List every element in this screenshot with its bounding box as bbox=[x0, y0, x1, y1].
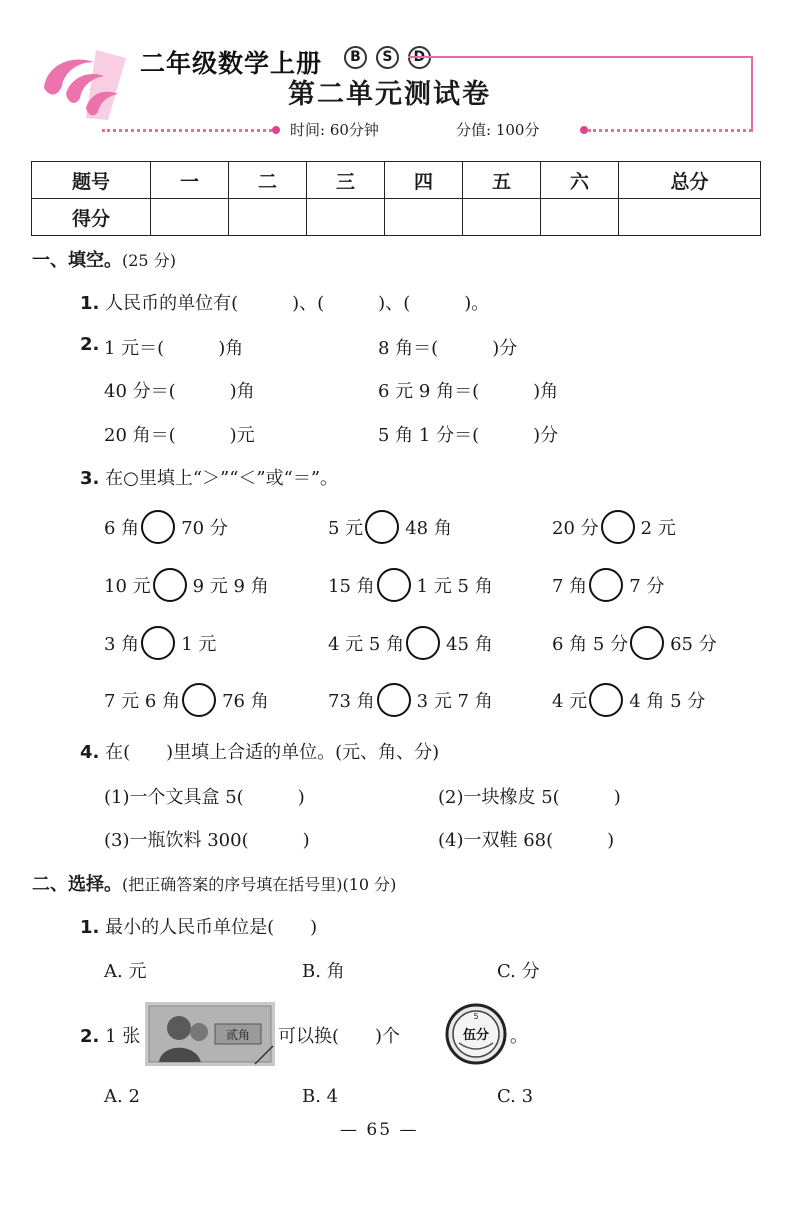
comparison-right: 1 元 bbox=[181, 634, 217, 655]
score-cell[interactable] bbox=[385, 199, 463, 236]
compare-circle[interactable] bbox=[630, 626, 664, 660]
question-number: 1. bbox=[80, 917, 100, 938]
comparison-right: 65 分 bbox=[670, 634, 717, 655]
dotted-rule bbox=[588, 129, 752, 132]
compare-circle[interactable] bbox=[365, 510, 399, 544]
question-text: 1 张 bbox=[105, 1026, 141, 1047]
question-1 bbox=[80, 289, 489, 315]
comparison-item bbox=[552, 683, 705, 717]
comparison-right: 4 角 5 分 bbox=[629, 691, 706, 712]
comparison-right: 3 元 7 角 bbox=[416, 691, 493, 712]
unit-title: 第二单元测试卷 bbox=[288, 79, 491, 110]
compare-circle[interactable] bbox=[589, 683, 623, 717]
compare-circle[interactable] bbox=[141, 510, 175, 544]
section-title: 一、填空。 bbox=[32, 250, 122, 271]
conversion-item: 5 角 1 分＝( )分 bbox=[378, 425, 559, 446]
book-title: 二年级数学上册 bbox=[140, 49, 323, 78]
comparison-left: 20 分 bbox=[552, 518, 599, 539]
section-instruction: (把正确答案的序号填在括号里)(10 分) bbox=[122, 875, 397, 894]
comparison-left: 7 角 bbox=[552, 576, 588, 597]
column-header: 总分 bbox=[619, 162, 761, 199]
comparison-left: 7 元 6 角 bbox=[104, 691, 181, 712]
score-cell[interactable] bbox=[229, 199, 307, 236]
comparison-item bbox=[328, 626, 493, 660]
section-heading bbox=[32, 870, 396, 896]
question-1 bbox=[80, 913, 317, 939]
question-text: 在( )里填上合适的单位。(元、角、分) bbox=[105, 742, 440, 763]
score-cell[interactable] bbox=[307, 199, 385, 236]
comparison-left: 6 角 5 分 bbox=[552, 634, 629, 655]
question-number: 4. bbox=[80, 742, 100, 763]
compare-circle[interactable] bbox=[141, 626, 175, 660]
question-number: 1. bbox=[80, 293, 100, 314]
table-row bbox=[32, 162, 761, 199]
bullet-dot bbox=[580, 126, 588, 134]
banknote-image bbox=[145, 1002, 275, 1066]
header-rule bbox=[751, 56, 753, 132]
unit-item: (4)一双鞋 68( ) bbox=[438, 830, 615, 851]
coin-image bbox=[445, 1003, 507, 1065]
table-row bbox=[32, 199, 761, 236]
unit-item: (3)一瓶饮料 300( ) bbox=[104, 830, 310, 851]
conversion-item: 6 元 9 角＝( )角 bbox=[378, 381, 559, 402]
comparison-right: 70 分 bbox=[181, 518, 228, 539]
comparison-right: 7 分 bbox=[629, 576, 665, 597]
score-table bbox=[31, 161, 761, 236]
bullet-dot bbox=[272, 126, 280, 134]
conversion-item: 20 角＝( )元 bbox=[104, 425, 255, 446]
comparison-right: 2 元 bbox=[640, 518, 676, 539]
comparison-left: 15 角 bbox=[328, 576, 375, 597]
comparison-item bbox=[328, 568, 493, 602]
compare-circle[interactable] bbox=[377, 683, 411, 717]
question-number: 3. bbox=[80, 468, 100, 489]
comparison-left: 3 角 bbox=[104, 634, 140, 655]
question-text-end: 。 bbox=[510, 1026, 528, 1047]
column-header: 四 bbox=[385, 162, 463, 199]
comparison-item bbox=[552, 626, 717, 660]
question-2 bbox=[80, 1022, 140, 1048]
comparison-left: 73 角 bbox=[328, 691, 375, 712]
comparison-item bbox=[104, 626, 216, 660]
comparison-right: 9 元 9 角 bbox=[192, 576, 269, 597]
comparison-right: 76 角 bbox=[222, 691, 269, 712]
option-a[interactable]: A. 元 bbox=[104, 961, 147, 982]
score-cell[interactable] bbox=[541, 199, 619, 236]
compare-circle[interactable] bbox=[182, 683, 216, 717]
question-text-middle: 可以换( )个 bbox=[278, 1026, 401, 1047]
comparison-left: 10 元 bbox=[104, 576, 151, 597]
option-b[interactable]: B. 4 bbox=[302, 1086, 339, 1107]
unit-item: (2)一块橡皮 5( ) bbox=[438, 787, 621, 808]
option-c[interactable]: C. 3 bbox=[497, 1086, 534, 1107]
question-text: 在○里填上“＞”“＜”或“＝”。 bbox=[105, 468, 339, 489]
dotted-rule bbox=[102, 129, 278, 132]
column-header: 三 bbox=[307, 162, 385, 199]
compare-circle[interactable] bbox=[601, 510, 635, 544]
compare-circle[interactable] bbox=[153, 568, 187, 602]
compare-circle[interactable] bbox=[589, 568, 623, 602]
publisher-logo bbox=[36, 48, 132, 126]
edition-letter: S bbox=[376, 46, 399, 69]
question-number-label: 2. bbox=[80, 334, 100, 355]
conversion-item: 1 元＝( )角 bbox=[104, 338, 244, 359]
score-cell[interactable] bbox=[463, 199, 541, 236]
question-text: 人民币的单位有( )、( )、( )。 bbox=[105, 293, 490, 314]
option-a[interactable]: A. 2 bbox=[104, 1086, 140, 1107]
header-rule bbox=[408, 56, 753, 58]
section-title: 二、选择。 bbox=[32, 874, 122, 895]
question-3 bbox=[80, 464, 338, 490]
compare-circle[interactable] bbox=[406, 626, 440, 660]
page-number: — 65 — bbox=[340, 1120, 419, 1140]
section-points: (25 分) bbox=[122, 251, 176, 270]
score-cell[interactable] bbox=[151, 199, 229, 236]
option-c[interactable]: C. 分 bbox=[497, 961, 540, 982]
coin-label: 伍分 bbox=[462, 1028, 490, 1043]
question-number bbox=[80, 334, 99, 355]
comparison-left: 6 角 bbox=[104, 518, 140, 539]
row-label: 得分 bbox=[32, 199, 151, 236]
comparison-left: 4 元 5 角 bbox=[328, 634, 405, 655]
comparison-left: 5 元 bbox=[328, 518, 364, 539]
column-header: 六 bbox=[541, 162, 619, 199]
edition-letter: B bbox=[344, 46, 367, 69]
comparison-item bbox=[552, 568, 664, 602]
comparison-item bbox=[328, 510, 452, 544]
conversion-item: 8 角＝( )分 bbox=[378, 338, 518, 359]
question-number: 2. bbox=[80, 1026, 100, 1047]
row-label: 题号 bbox=[32, 162, 151, 199]
column-header: 一 bbox=[151, 162, 229, 199]
comparison-item bbox=[104, 568, 269, 602]
conversion-item: 40 分＝( )角 bbox=[104, 381, 255, 402]
compare-circle[interactable] bbox=[377, 568, 411, 602]
banknote-label: 贰角 bbox=[225, 1028, 251, 1042]
svg-text:5: 5 bbox=[473, 1012, 479, 1021]
comparison-item bbox=[104, 683, 269, 717]
unit-item: (1)一个文具盒 5( ) bbox=[104, 787, 305, 808]
question-text: 最小的人民币单位是( ) bbox=[105, 917, 318, 938]
comparison-right: 48 角 bbox=[405, 518, 452, 539]
column-header: 二 bbox=[229, 162, 307, 199]
exam-score: 分值: 100分 bbox=[456, 121, 540, 139]
question-4 bbox=[80, 738, 439, 764]
option-b[interactable]: B. 角 bbox=[302, 961, 345, 982]
score-cell[interactable] bbox=[619, 199, 761, 236]
column-header: 五 bbox=[463, 162, 541, 199]
comparison-item bbox=[104, 510, 228, 544]
comparison-right: 1 元 5 角 bbox=[416, 576, 493, 597]
section-heading bbox=[32, 246, 176, 272]
comparison-left: 4 元 bbox=[552, 691, 588, 712]
comparison-item bbox=[552, 510, 676, 544]
comparison-item bbox=[328, 683, 493, 717]
comparison-right: 45 角 bbox=[446, 634, 493, 655]
exam-time: 时间: 60分钟 bbox=[290, 121, 379, 139]
